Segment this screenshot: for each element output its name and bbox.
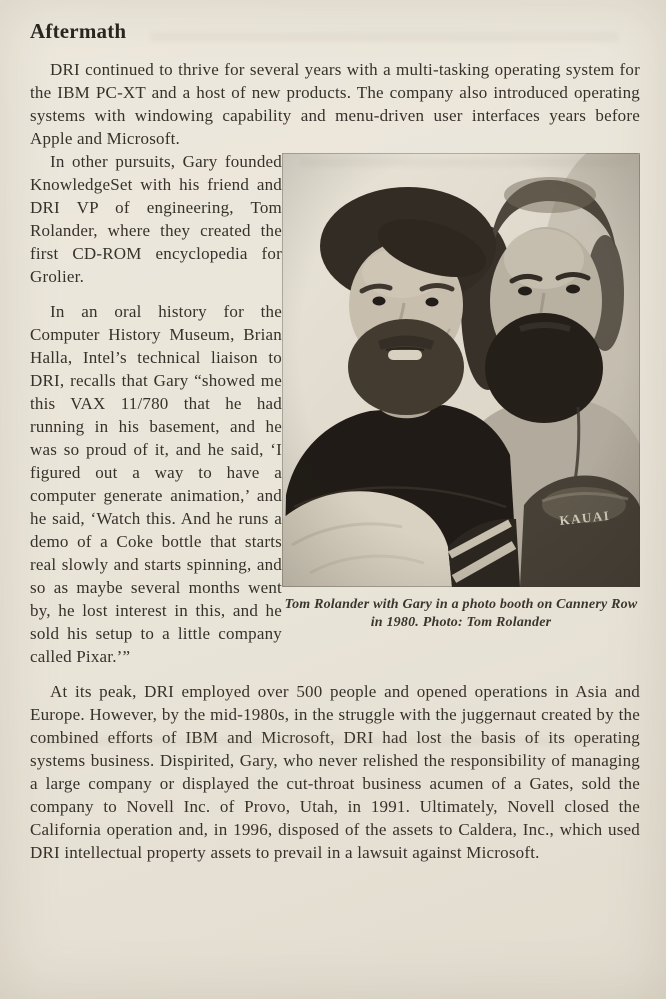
photo-tom-and-gary xyxy=(282,153,640,587)
paragraph-dri-peak: At its peak, DRI employed over 500 people and opened operations in Asia and Europe. However, by the mid-1980s, in the struggle with the juggernaut created by the combined efforts of IBM and Microsoft, DRI had lost the basis of its operating systems business. Dispirited, Gary, who never relished the responsibility of managing a large company or displayed the cut-throat business acumen of a Gates, sold the company to Novell Inc. of Provo, Utah, in 1991. Ultimately, Novell closed the California operation and, in 1996, disposed of the assets to Caldera, Inc., which used DRI intellectual property assets to prevail in a lawsuit against Microsoft. xyxy=(30,682,640,862)
photo-figure xyxy=(282,153,640,632)
paragraph-dri-thrive: DRI continued to thrive for several years with a multi-tasking operating system for the IBM PC-XT and a host of new products. The company also introduced operating systems with windowing capability and menu-driven user interfaces years before Apple and Microsoft. xyxy=(30,60,640,148)
paragraph-oral-history: In an oral history for the Computer History Museum, Brian Halla, Intel’s technical liaison to DRI, recalls that Gary “showed me this VAX 11/780 that he had running in his basement, and he was so proud of it, and he said, ‘I figured out a way to have a computer generate animation,’ and he said, ‘Watch this. And he runs a demo of a Coke bottle that starts real slowly and starts spinning, and so as maybe several months went by, he lost interest in this, and he sold his setup to a little company called Pixar.’” xyxy=(30,302,282,666)
paragraph-knowledgeset: In other pursuits, Gary founded KnowledgeSet with his friend and DRI VP of engineering, Tom Rolander, where they created the first CD-ROM encyclopedia for Grolier. xyxy=(30,152,282,286)
photo-booth-image xyxy=(282,153,640,587)
section-heading: Aftermath xyxy=(30,19,127,43)
photo-vignette xyxy=(282,153,640,587)
photo-caption: Tom Rolander with Gary in a photo booth on Cannery Row in 1980. Photo: Tom Rolander xyxy=(284,597,638,630)
